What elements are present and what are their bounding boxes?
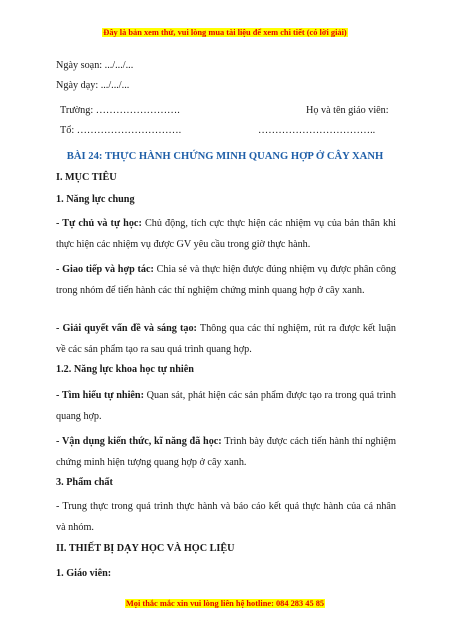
- preview-notice-banner: [0, 27, 450, 39]
- subsection-natural-science: 1.2. Năng lực khoa học tự nhiên: [56, 364, 194, 375]
- date-taught: Ngày dạy: .../.../...: [56, 80, 130, 91]
- desc-communication: Chia sẻ và thực hiện được đúng nhiệm vụ được phân công trong nhóm để tiến hành các thí nghiệm chứng minh quang hợp ở cây xanh.: [56, 264, 397, 296]
- term-self-study: - Tự chủ và tự học:: [56, 218, 142, 229]
- lesson-title: BÀI 24: THỰC HÀNH CHỨNG MINH QUANG HỢP Ở CÂY XANH: [66, 151, 384, 162]
- term-apply-knowledge: - Vận dụng kiến thức, kĩ năng đã học:: [56, 436, 222, 447]
- section-objectives: I. MỤC TIÊU: [56, 172, 117, 183]
- subsection-qualities: 3. Phẩm chất: [56, 477, 113, 488]
- paragraph-self-study: [56, 213, 396, 255]
- desc-explore-nature: Quan sát, phát hiện các sản phẩm được tạo ra trong quá trình quang hợp.: [56, 390, 396, 422]
- preview-notice-text: Đây là bản xem thử, vui lòng mua tài liệu để xem chi tiết (có lời giải): [103, 28, 347, 37]
- school-field: Trường: …………………….: [60, 105, 180, 116]
- teacher-name-dots: ……………………………..: [258, 125, 376, 136]
- section-equipment: II. THIẾT BỊ DẠY HỌC VÀ HỌC LIỆU: [56, 543, 235, 554]
- teacher-name-label: Họ và tên giáo viên:: [306, 105, 389, 116]
- term-communication: - Giao tiếp và hợp tác:: [56, 264, 154, 275]
- group-field: Tổ: ………………………….: [60, 125, 182, 136]
- paragraph-problem-solving: [56, 318, 396, 360]
- paragraph-honesty: - Trung thực trong quá trình thực hành và báo cáo kết quả thực hành của cá nhân và nhóm.: [56, 501, 396, 533]
- desc-self-study: Chủ động, tích cực thực hiện các nhiệm vụ của bản thân khi thực hiện các nhiệm vụ được GV yêu cầu trong giờ thực hành.: [56, 218, 397, 250]
- paragraph-communication: [56, 259, 396, 301]
- desc-problem-solving: Thông qua các thí nghiệm, rút ra được kết luận về các sản phẩm tạo ra sau quá trình quang hợp.: [56, 323, 396, 355]
- hotline-banner: [0, 598, 450, 610]
- term-explore-nature: - Tìm hiểu tự nhiên:: [56, 390, 144, 401]
- subsection-teacher: 1. Giáo viên:: [56, 568, 112, 579]
- hotline-text: Mọi thắc mắc xin vui lòng liên hệ hotline: 084 283 45 85: [125, 599, 325, 608]
- date-prepared: Ngày soạn: .../.../...: [56, 60, 134, 71]
- term-problem-solving: - Giải quyết vấn đề và sáng tạo:: [56, 323, 197, 334]
- paragraph-explore-nature: [56, 385, 396, 427]
- desc-apply-knowledge: Trình bày được cách tiến hành thí nghiệm chứng minh hiện tượng quang hợp ở cây xanh.: [56, 436, 396, 468]
- paragraph-apply-knowledge: [56, 431, 396, 473]
- subsection-general-competence: 1. Năng lực chung: [56, 194, 135, 205]
